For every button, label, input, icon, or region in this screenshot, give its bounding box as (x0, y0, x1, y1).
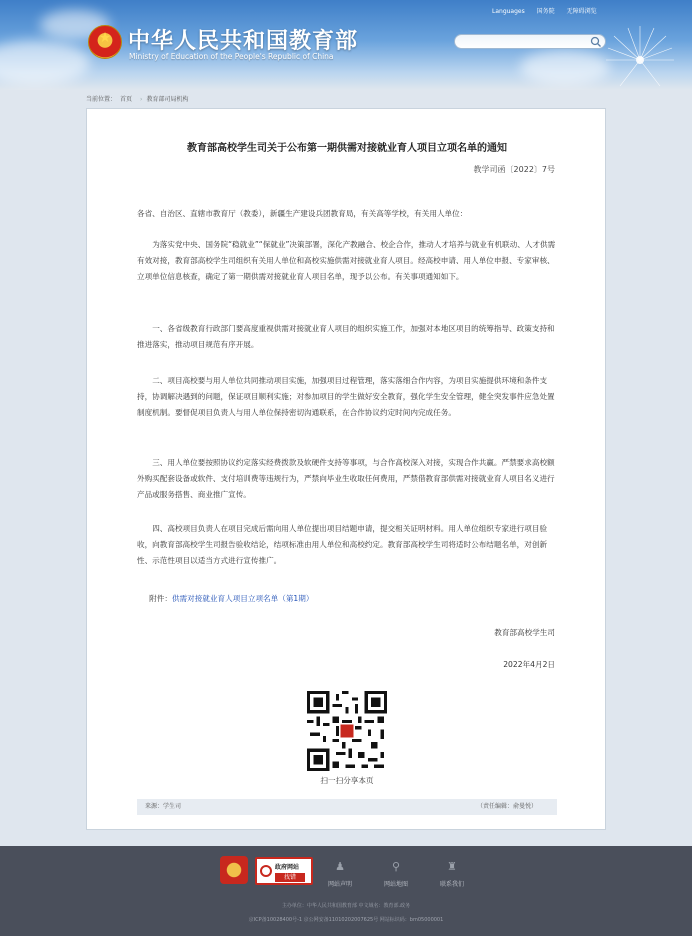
attachment-label: 附件： (149, 594, 172, 603)
map-pin-icon: ⚲ (391, 860, 401, 873)
search-input[interactable] (454, 34, 606, 49)
paragraph-3: 三、用人单位要按照协议约定落实经费拨款及软硬件支持等事项，与合作高校深入对接，实现合作共赢。严禁要求高校额外购买配套设备或软件、支付培训费等违规行为，严禁向毕业生收取任何费用，严禁借教育部供需对接就业育人项目名义进行产品或服务搭售、商业推广宣传。 (137, 458, 555, 499)
paragraph-4: 四、高校项目负责人在项目完成后需向用人单位提出项目结题申请，提交相关证明材料。用人单位组织专家进行项目验收，向教育部高校学生司报告验收结论，结项标准由用人单位和高校约定。教育部高校学生司将适时公布结题名单，对创新性、示范性项目以适当方式进行宣传推广。 (137, 524, 548, 565)
cloud-decoration (520, 50, 610, 85)
footer-host-info: 主办单位：中华人民共和国教育部 中文域名：教育部.政务 (281, 903, 411, 909)
breadcrumb (86, 94, 192, 103)
article-container (86, 108, 606, 830)
breadcrumb-home[interactable]: 首页 (120, 96, 133, 103)
party-badge-icon[interactable] (220, 856, 248, 884)
magnifier-icon (260, 865, 272, 877)
footer-registration-info: 京ICP备10028400号-1 京公网安备11010202007625号 网站标识码：bm05000001 (248, 917, 444, 923)
cloud-decoration (0, 40, 90, 85)
person-icon: ♟ (335, 860, 345, 873)
state-council-link[interactable]: 国务院 (536, 8, 555, 15)
footer-contact-label: 联系我们 (439, 881, 464, 888)
footer-statement-link[interactable] (320, 860, 360, 888)
national-emblem-icon[interactable] (88, 25, 122, 59)
site-subtitle: Ministry of Education of the People's Republic of China (129, 52, 334, 61)
paragraph-1: 一、各省级教育行政部门要高度重视供需对接就业育人项目的组织实施工作，加强对本地区项目的统筹指导、政策支持和推进落实，推动项目规范有序开展。 (137, 324, 555, 349)
source-bar (137, 799, 557, 815)
find-error-label: 找错 (275, 873, 305, 882)
salutation: 各省、自治区、直辖市教育厅（教委），新疆生产建设兵团教育局，有关高等学校，有关用人单位： (137, 209, 468, 218)
footer-contact-link[interactable] (432, 860, 472, 888)
qr-share-label: 扫一扫分享本页 (320, 776, 374, 785)
footer-statement-label: 网站声明 (327, 881, 352, 888)
article-title: 教育部高校学生司关于公布第一期供需对接就业育人项目立项名单的通知 (187, 143, 507, 154)
breadcrumb-label: 当前位置： (86, 96, 117, 103)
paragraph-2: 二、项目高校要与用人单位共同推动项目实施，加强项目过程管理，落实落细合作内容，为项目实施提供环境和条件支持，协调解决遇到的问题，保证项目顺利实施；对参加项目的学生做好安全教育，强化学生安全管理，健全突发事件应急处置制度机制。要督促项目负责人与用人单位保持密切沟通联系，在合作协议约定时间内完成任务。 (137, 376, 555, 417)
attachment-link[interactable]: 供需对接就业育人项目立项名单（第1期） (171, 594, 314, 603)
site-footer (0, 846, 692, 936)
breadcrumb-section[interactable]: 教育部司局机构 (146, 96, 189, 103)
site-header (0, 0, 692, 90)
signer: 教育部高校学生司 (494, 628, 555, 637)
languages-link[interactable]: Languages (492, 8, 525, 15)
find-error-title: 政府网站 (275, 864, 300, 871)
top-links (492, 6, 607, 15)
site-title[interactable]: 中华人民共和国教育部 (128, 28, 359, 54)
publish-date: 2022年4月2日 (503, 660, 555, 669)
footer-sitemap-label: 网站地图 (383, 881, 408, 888)
chevron-right-icon: › (140, 96, 143, 103)
document-number: 教学司函〔2022〕7号 (473, 165, 555, 174)
attachment (137, 593, 313, 604)
dandelion-decoration-icon (600, 20, 680, 90)
accessibility-link[interactable]: 无障碍浏览 (566, 8, 597, 15)
footer-sitemap-link[interactable] (376, 860, 416, 888)
qr-code-icon (307, 691, 387, 771)
find-error-button[interactable] (255, 857, 313, 885)
paragraph-intro: 为落实党中央、国务院“稳就业”“保就业”决策部署，深化产教融合、校企合作，推动人才培养与就业有机联动、人才供需有效对接，教育部高校学生司组织有关用人单位和高校实施供需对接就业育人项目。经高校申请、用人单位申报、专家审核、立项单位信息核查，确定了第一期供需对接就业育人项目名单，现予以公布。有关事项通知如下。 (137, 240, 556, 281)
editor-text: （责任编辑：俞曼悦） (476, 803, 537, 810)
contact-icon: ♜ (447, 860, 457, 873)
source-text: 来源：学生司 (145, 803, 182, 810)
